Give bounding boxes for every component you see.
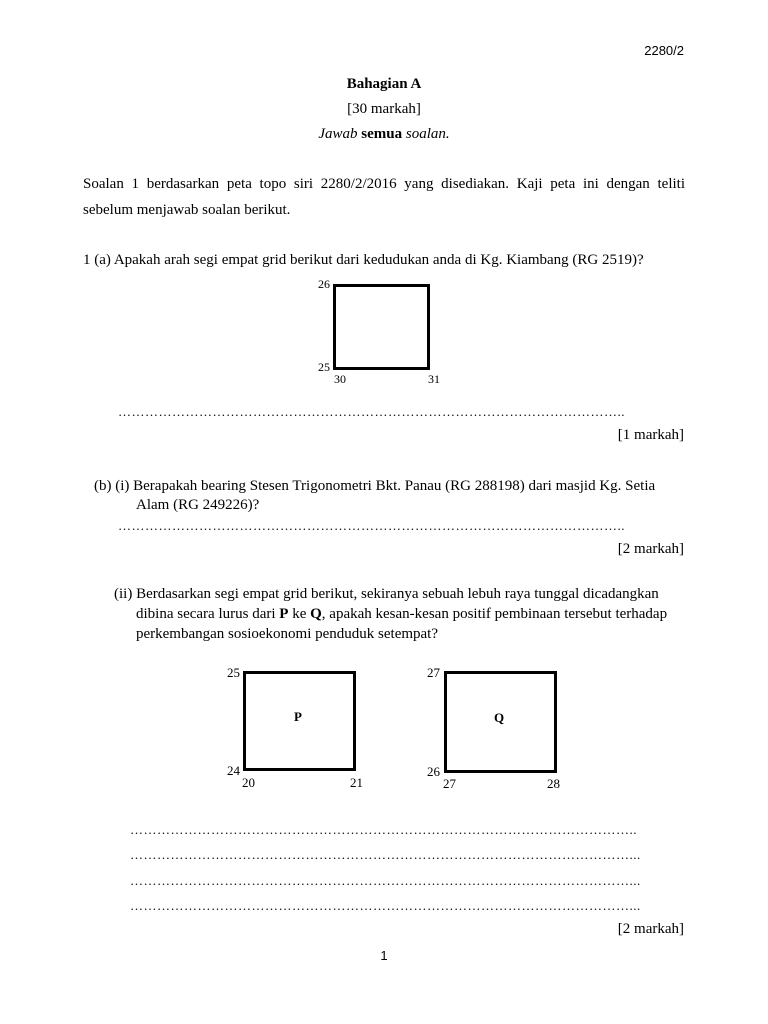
question-1b-ii-line-1: (ii) Berdasarkan segi empat grid berikut, sekiranya sebuah lebuh raya tunggal dicadangkan (114, 586, 659, 602)
section-marks: [30 markah] (347, 101, 421, 117)
grid-p-label-top-left: 25 (227, 665, 240, 680)
question-1b-i-line-2: Alam (RG 249226)? (136, 497, 260, 513)
grid-point-p: P (294, 709, 302, 724)
section-instruction (0, 126, 768, 143)
grid-p-label-x-right: 21 (350, 775, 363, 790)
grid-q-label-bottom-left: 26 (427, 764, 440, 779)
question-1b-ii-line-3: perkembangan sosioekonomi penduduk setempat? (136, 626, 439, 642)
grid-p-label-x-left: 20 (242, 775, 255, 790)
grid-label-top-left: 26 (318, 277, 330, 291)
marks-1a: [1 markah] (617, 427, 684, 443)
grid-point-q: Q (494, 710, 505, 725)
answer-line-1a[interactable]: ………………………………………………………………………………………………….. (118, 404, 625, 419)
intro-line-2: sebelum menjawab soalan berikut. (83, 202, 291, 218)
paper-code: 2280/2 (644, 43, 684, 58)
point-p: P (279, 606, 289, 622)
grid-label-x-left: 30 (334, 372, 346, 386)
grid-q-label-x-right: 28 (547, 776, 560, 791)
question-1b-i-line-1: (b) (i) Berapakah bearing Stesen Trigonometri Bkt. Panau (RG 288198) dari masjid Kg. Setia (94, 478, 656, 494)
instruction-pre: Jawab (318, 126, 362, 142)
question-1a: 1 (a) Apakah arah segi empat grid berikut dari kedudukan anda di Kg. Kiambang (RG 2519)? (83, 252, 644, 268)
grid-q-label-x-left: 27 (443, 776, 456, 791)
answer-line-1b-ii-1[interactable]: ………………………………………………………………………………………………….. (130, 822, 637, 837)
line2-pre: dibina secara lurus dari (136, 606, 280, 622)
section-title: Bahagian A (346, 76, 422, 92)
grid-p-label-bottom-left: 24 (227, 763, 240, 778)
line2-mid: ke (288, 606, 311, 622)
question-1b-ii-line-2 (136, 606, 667, 623)
answer-line-1b-ii-4[interactable]: …………………………………………………………………………………………………... (130, 898, 641, 913)
marks-1b-i: [2 markah] (617, 541, 684, 557)
grid-box (333, 284, 430, 370)
answer-line-1b-i[interactable]: ………………………………………………………………………………………………….. (118, 518, 625, 533)
grid-q-label-top-left: 27 (427, 665, 440, 680)
point-q: Q (310, 606, 322, 622)
marks-1b-ii: [2 markah] (617, 921, 684, 937)
intro-line-1: Soalan 1 berdasarkan peta topo siri 2280/2/2016 yang disediakan. Kaji peta ini dengan teliti (83, 176, 685, 192)
instruction-bold: semua (361, 126, 403, 142)
answer-line-1b-ii-3[interactable]: …………………………………………………………………………………………………... (130, 873, 641, 888)
page-number: 1 (380, 948, 388, 963)
answer-line-1b-ii-2[interactable]: …………………………………………………………………………………………………... (130, 847, 641, 862)
grid-label-bottom-left: 25 (318, 360, 330, 374)
grid-label-x-right: 31 (428, 372, 440, 386)
instruction-post: soalan. (402, 126, 450, 142)
line2-post: , apakah kesan-kesan positif pembinaan tersebut terhadap (321, 606, 668, 622)
